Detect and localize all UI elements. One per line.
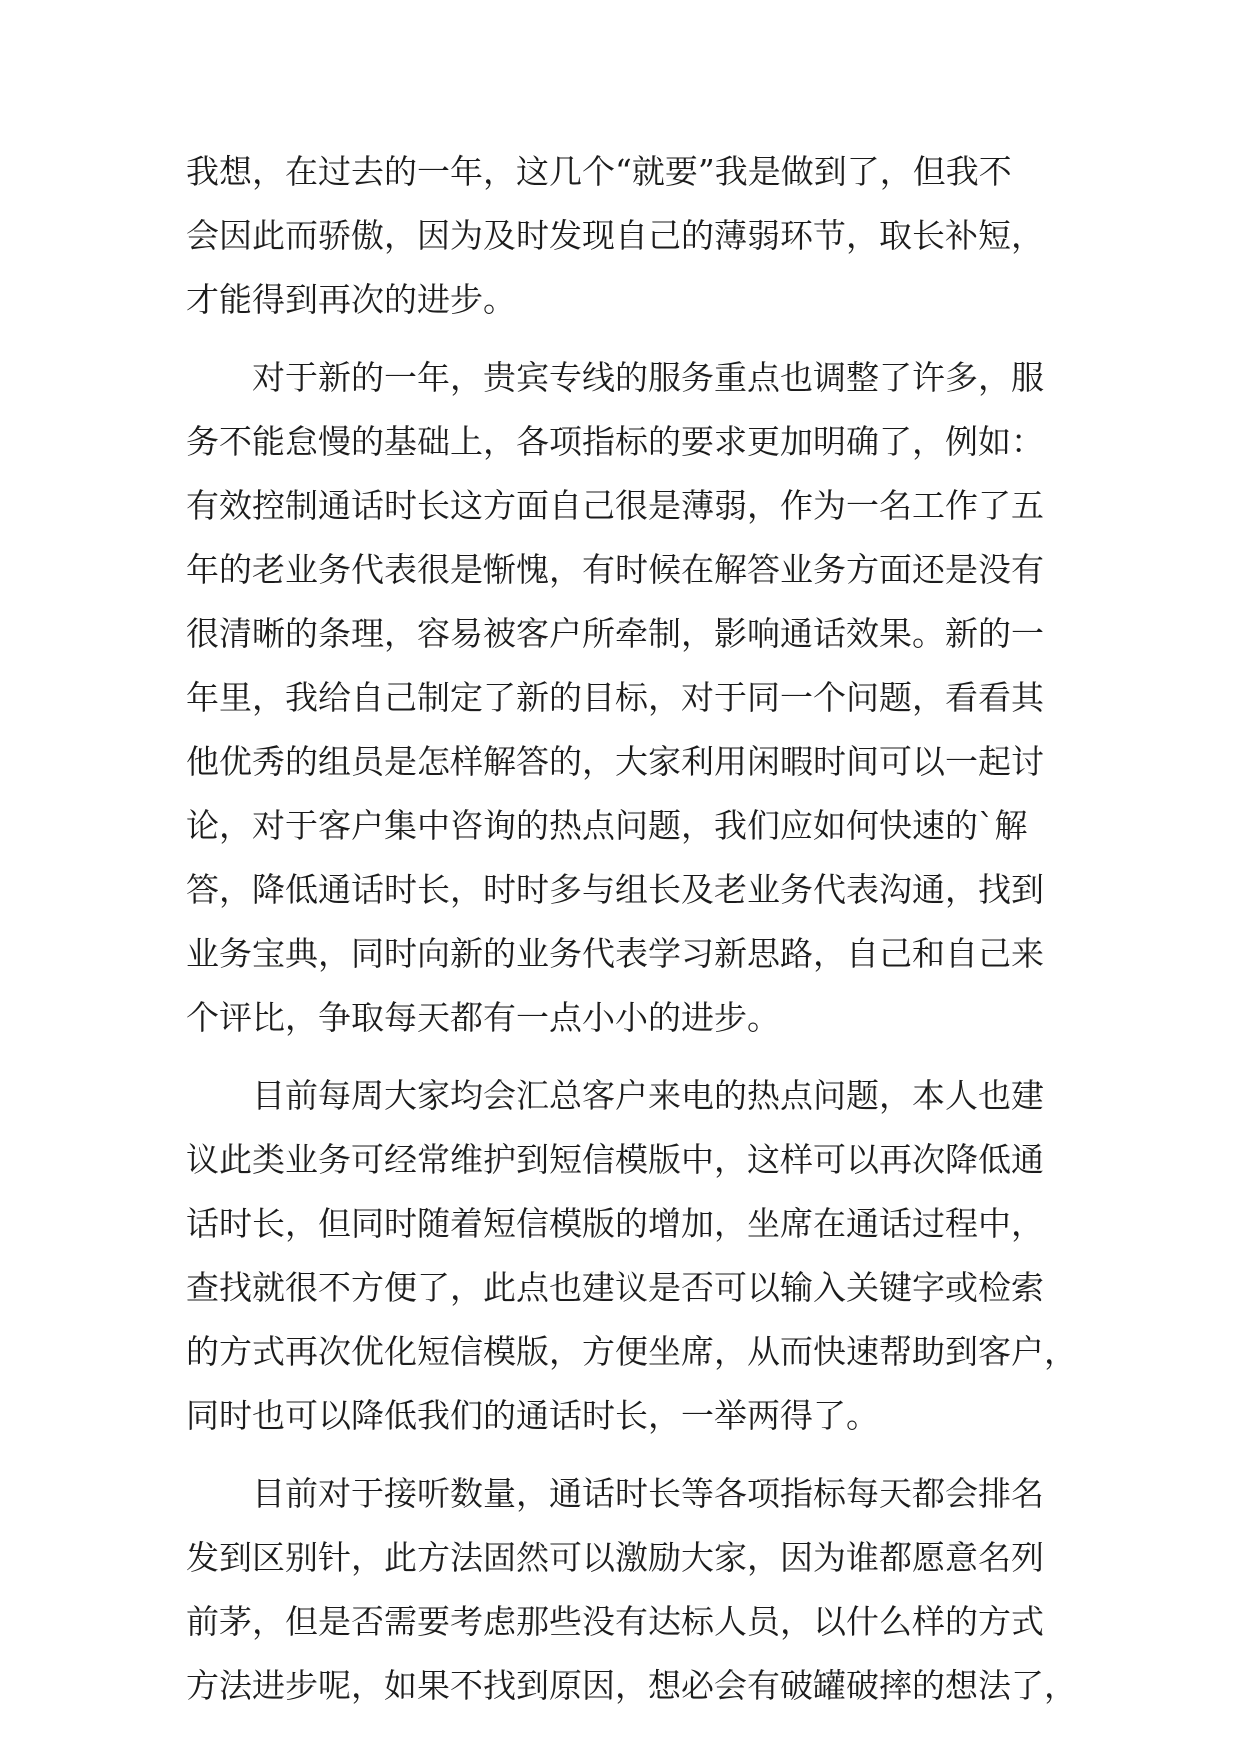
text-line: 查找就很不方便了，此点也建议是否可以输入关键字或检索 [186, 1268, 1044, 1307]
paragraph-first-line: 目前对于接听数量，通话时长等各项指标每天都会排名 [252, 1474, 1044, 1513]
text-line: 会因此而骄傲，因为及时发现自己的薄弱环节，取长补短， [186, 216, 1044, 255]
paragraph-first-line: 目前每周大家均会汇总客户来电的热点问题，本人也建 [252, 1076, 1044, 1115]
text-line: 年的老业务代表很是惭愧，有时候在解答业务方面还是没有 [186, 550, 1044, 589]
paragraph-first-line: 对于新的一年，贵宾专线的服务重点也调整了许多，服 [252, 358, 1044, 397]
text-line: 的方式再次优化短信模版，方便坐席，从而快速帮助到客户， [186, 1332, 1077, 1371]
text-line: 务不能怠慢的基础上，各项指标的要求更加明确了，例如： [186, 422, 1044, 461]
text-line: 论，对于客户集中咨询的热点问题，我们应如何快速的`解 [186, 806, 1028, 845]
text-line: 话时长，但同时随着短信模版的增加，坐席在通话过程中， [186, 1204, 1044, 1243]
text-line: 议此类业务可经常维护到短信模版中，这样可以再次降低通 [186, 1140, 1044, 1179]
text-line: 前茅，但是否需要考虑那些没有达标人员，以什么样的方式 [186, 1602, 1044, 1641]
text-line: 很清晰的条理，容易被客户所牵制，影响通话效果。新的一 [186, 614, 1044, 653]
text-line: 方法进步呢，如果不找到原因，想必会有破罐破摔的想法了， [186, 1666, 1077, 1705]
text-line: 同时也可以降低我们的通话时长，一举两得了。 [186, 1396, 879, 1435]
text-line: 业务宝典，同时向新的业务代表学习新思路，自己和自己来 [186, 934, 1044, 973]
text-line: 我想，在过去的一年，这几个“就要”我是做到了，但我不 [186, 152, 1012, 191]
text-line: 发到区别针，此方法固然可以激励大家，因为谁都愿意名列 [186, 1538, 1044, 1577]
text-line: 年里，我给自己制定了新的目标，对于同一个问题，看看其 [186, 678, 1044, 717]
text-line: 有效控制通话时长这方面自己很是薄弱，作为一名工作了五 [186, 486, 1044, 525]
text-line: 答，降低通话时长，时时多与组长及老业务代表沟通，找到 [186, 870, 1044, 909]
text-line: 他优秀的组员是怎样解答的，大家利用闲暇时间可以一起讨 [186, 742, 1044, 781]
text-line: 才能得到再次的进步。 [186, 280, 516, 319]
text-line: 个评比，争取每天都有一点小小的进步。 [186, 998, 780, 1037]
